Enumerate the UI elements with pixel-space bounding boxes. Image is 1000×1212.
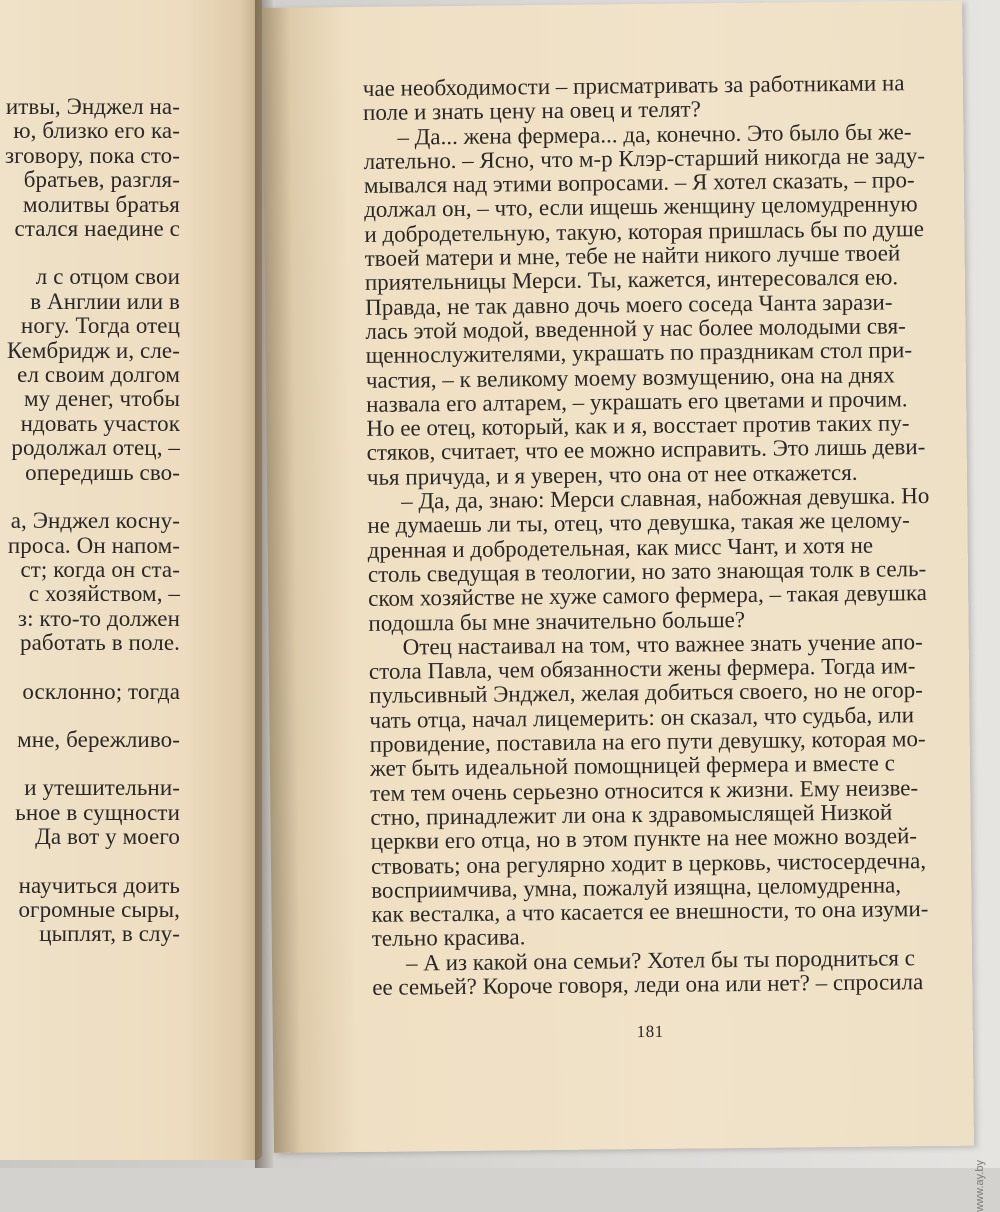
paragraph-gap <box>5 752 180 776</box>
left-text-line: огромные сыры, <box>18 896 180 922</box>
right-text-line: провидение, поставила на его пути девушку, которая мо- <box>369 726 926 757</box>
left-text-line: Кембридж и, сле- <box>6 337 180 363</box>
right-text-line: – Да... жена фермера... да, конечно. Это было бы же- <box>397 118 912 150</box>
left-text-line: цыплят, в слу- <box>39 921 180 947</box>
paragraph-gap <box>5 850 180 874</box>
right-text-line: должал он, – что, если ищешь женщину целомудренную <box>363 191 918 223</box>
right-text-line: лась этой модой, введенной у нас более молодыми свя- <box>365 313 906 344</box>
right-text-line: чать отца, начал лицемерить: он сказал, что судьба, или <box>369 701 915 733</box>
right-text-line: назвала его алтарем, – украшать его цветами и прочим. <box>366 386 908 417</box>
right-text-line: стно, принадлежит ли она к здравомыслящей Низкой <box>370 799 893 830</box>
right-text-line: ее семьей? Короче говоря, леди она или нет? – спросила <box>372 969 924 1000</box>
right-text-line: чае необходимости – присматривать за работниками на <box>362 70 905 101</box>
left-text-line: л с отцом свои <box>35 264 180 290</box>
right-text-line: приятельницы Мерси. Ты, кажется, интересовался ею. <box>364 264 899 296</box>
left-text-line: а, Энджел косну- <box>10 508 180 534</box>
right-page <box>262 1 974 1153</box>
right-text-line: ствовать; она регулярно ходит в церковь, чистосердечна, <box>370 847 927 879</box>
right-text-line: восприимчива, умна, пожалуй изящна, целомудренна, <box>371 872 902 903</box>
left-text-line: родолжал отец, – <box>11 435 180 461</box>
right-text-line: стола Павла, чем обязанности жены фермера. Тогда им- <box>368 653 916 685</box>
left-text-line: з: кто-то должен <box>17 605 180 631</box>
left-text-line: и утешительни- <box>24 775 180 801</box>
left-text-line: итвы, Энджел на- <box>5 94 180 119</box>
left-text-line: ст; когда он ста- <box>20 556 180 582</box>
right-text-line: не думаешь ли ты, отец, что девушка, такая же целому- <box>367 507 910 539</box>
left-text-line: Да вот у моего <box>35 824 180 850</box>
right-text-line: столь сведущая в теологии, но зато знающая толк в сель- <box>367 556 927 587</box>
right-text-line: щеннослужителями, украшать по праздникам стол при- <box>365 337 913 369</box>
right-text-line: Отец настаивал на том, что важнее знать учение апо- <box>402 628 923 660</box>
right-text-line: тельно красива. <box>371 924 526 952</box>
right-page-text <box>363 71 939 1000</box>
left-text-line: опередишь сво- <box>25 459 180 485</box>
left-text-line: ел своим долгом <box>17 362 180 388</box>
page-number: 181 <box>636 1021 664 1042</box>
right-text-line: тем тем очень серьезно относится к жизни. Ему неизве- <box>370 774 919 806</box>
right-text-line: – Да, да, знаю: Мерси славная, набожная девушка. Но <box>401 483 930 514</box>
left-page <box>0 0 262 1160</box>
right-text-line: лательно. – Ясно, что м-р Клэр-старший никогда не заду- <box>363 142 926 174</box>
left-text-line: работать в поле. <box>20 630 180 656</box>
right-text-line: стяков, считает, что ее можно исправить. Это лишь деви- <box>366 434 926 466</box>
left-text-line: научиться доить <box>18 872 180 898</box>
paragraph-gap <box>5 704 180 728</box>
paragraph-gap <box>5 485 180 509</box>
right-text-line: дренная и добродетельная, как мисс Чант, и хотя не <box>367 532 874 563</box>
right-text-line: Правда, не так давно дочь моего соседа Чанта зарази- <box>365 289 893 320</box>
right-text-line: жет быть идеальной помощницей фермера и вместе с <box>369 750 895 782</box>
left-text-line: в Англии или в <box>30 288 180 314</box>
left-text-line: молитвы братья <box>23 191 180 217</box>
right-text-line: ском хозяйстве не хуже самого фермера, – такая девушка <box>368 580 928 612</box>
left-text-line: осклонно; тогда <box>22 678 180 704</box>
left-text-line: с хозяйством, – <box>28 581 180 607</box>
right-text-line: твоей матери и мне, тебе не найти никого лучше твоей <box>364 240 901 272</box>
left-text-line: проса. Он напом- <box>7 532 180 558</box>
right-text-line: мывался над этими вопросами. – Я хотел сказать, – про- <box>363 167 915 199</box>
right-text-line: – А из какой она семьи? Хотел бы ты породниться с <box>405 944 915 976</box>
left-text-line: ндовать участок <box>20 410 180 436</box>
right-text-line: частия, – к великому моему возмущению, она на днях <box>365 361 895 393</box>
paragraph-gap <box>5 656 180 680</box>
right-text-line: поле и знать цену на овец и телят? <box>362 96 701 126</box>
right-text-line: и добродетельную, такую, которая пришлась бы по душе <box>364 215 925 247</box>
left-text-line: му денег, чтобы <box>23 386 180 412</box>
right-text-line: чья причуда, и я уверен, что она от нее откажется. <box>366 459 858 490</box>
left-text-line: ногу. Тогда отец <box>20 313 180 339</box>
right-text-line: Но ее отец, который, как и я, восстает против таких пу- <box>366 410 910 442</box>
left-text-line: братьев, разгля- <box>23 167 180 193</box>
right-text-line: как весталка, а что касается ее внешности, то она изуми- <box>371 896 929 927</box>
right-text-line: подошла бы мне значительно больше? <box>368 606 746 636</box>
left-text-line: стался наедине с <box>14 216 180 242</box>
left-text-line: зговору, пока сто- <box>4 142 180 168</box>
left-text-line: мне, бережливо- <box>17 726 180 752</box>
right-text-line: церкви его отца, но в этом пункте на нее можно воздей- <box>370 823 918 855</box>
left-page-text <box>5 95 180 947</box>
left-text-line: ьное в сущности <box>15 799 180 825</box>
watermark: www.ay.by <box>974 1160 986 1212</box>
left-text-line: ю, близко его ка- <box>13 118 180 144</box>
right-text-line: пульсивный Энджел, желая добиться своего, но не огор- <box>369 677 923 709</box>
paragraph-gap <box>5 241 180 265</box>
